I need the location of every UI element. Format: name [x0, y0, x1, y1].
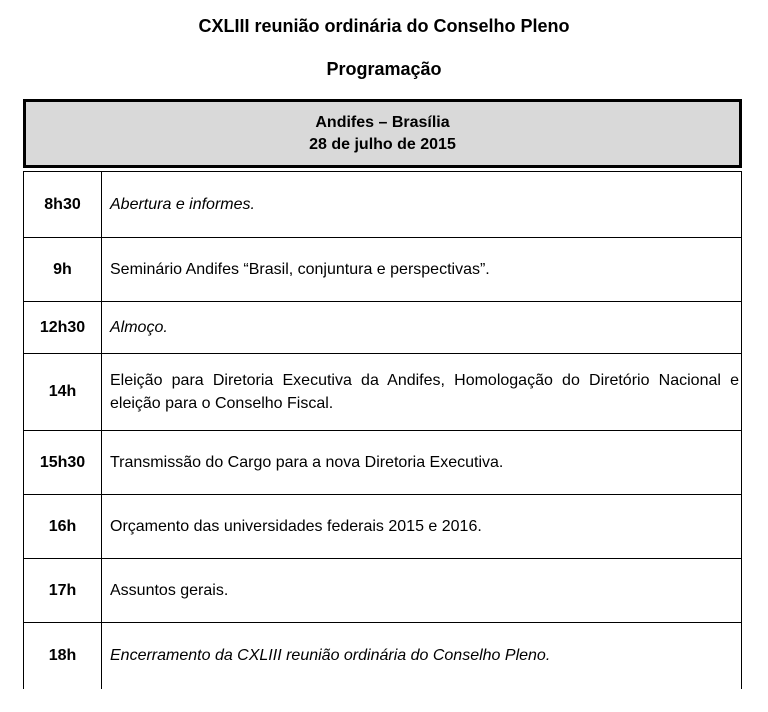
time-cell: 16h — [24, 495, 102, 559]
description-cell: Assuntos gerais. — [102, 559, 742, 623]
time-cell: 8h30 — [24, 172, 102, 238]
time-cell: 12h30 — [24, 302, 102, 354]
table-row — [24, 495, 742, 559]
schedule-table — [23, 171, 742, 689]
header-location: Andifes – Brasília — [315, 114, 450, 131]
time-cell: 18h — [24, 623, 102, 689]
table-row — [24, 238, 742, 302]
document-subtitle: Programação — [326, 59, 442, 79]
description-cell: Abertura e informes. — [102, 172, 742, 238]
table-row — [24, 431, 742, 495]
table-row — [24, 559, 742, 623]
description-cell: Orçamento das universidades federais 2015 e 2016. — [102, 495, 742, 559]
table-row — [24, 354, 742, 431]
table-row — [24, 302, 742, 354]
description-cell: Encerramento da CXLIII reunião ordinária do Conselho Pleno. — [102, 623, 742, 689]
time-cell: 14h — [24, 354, 102, 431]
table-row — [24, 172, 742, 238]
description-cell: Seminário Andifes “Brasil, conjuntura e perspectivas”. — [102, 238, 742, 302]
document-title: CXLIII reunião ordinária do Conselho Pleno — [198, 16, 570, 36]
time-cell: 17h — [24, 559, 102, 623]
schedule-header — [23, 99, 742, 168]
time-cell: 9h — [24, 238, 102, 302]
description-cell: Almoço. — [102, 302, 742, 354]
time-cell: 15h30 — [24, 431, 102, 495]
table-row — [24, 623, 742, 689]
description-cell: Transmissão do Cargo para a nova Diretoria Executiva. — [102, 431, 742, 495]
header-date: 28 de julho de 2015 — [309, 136, 456, 153]
description-cell: Eleição para Diretoria Executiva da Andifes, Homologação do Diretório Nacional e eleição para o Conselho Fiscal. — [102, 354, 742, 431]
